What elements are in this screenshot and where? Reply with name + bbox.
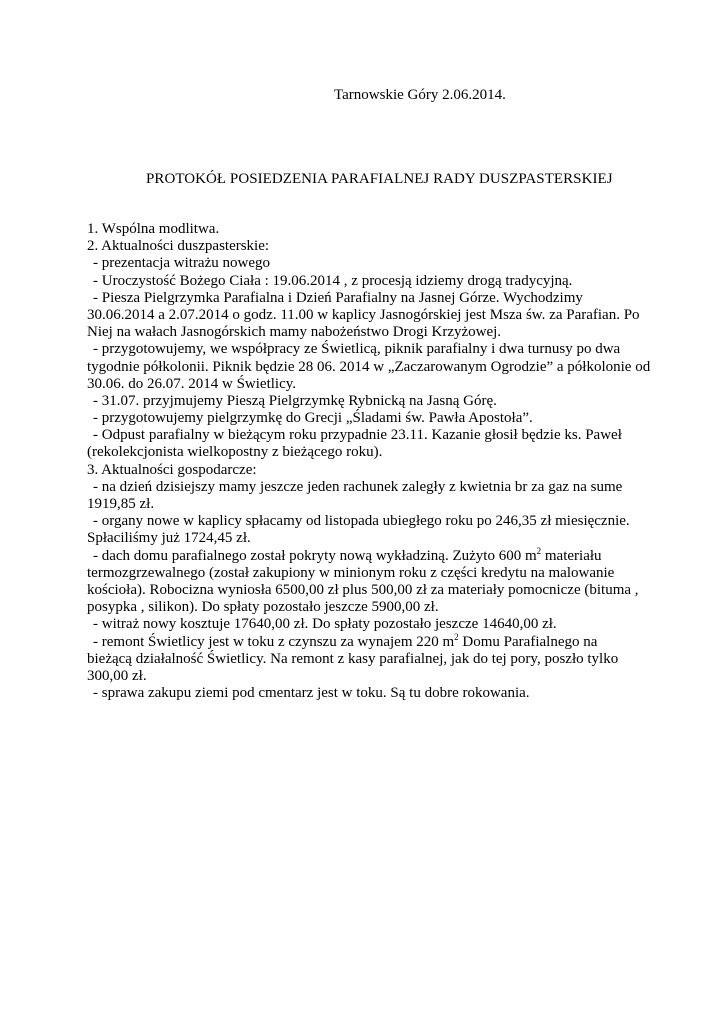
- economic-item-gas-bill-cont: 1919,85 zł.: [87, 496, 155, 512]
- economic-item-roof-cont-3: posypka , silikon). Do spłaty pozostało jeszcze 5900,00 zł.: [87, 599, 439, 616]
- document-title: PROTOKÓŁ POSIEDZENIA PARAFIALNEJ RADY DUSZPASTERSKIEJ: [146, 171, 613, 187]
- pastoral-item-parish-feast: - Odpust parafialny w bieżącym roku przypadnie 23.11. Kazanie głosił będzie ks. Paweł: [93, 427, 622, 444]
- pastoral-item-picnic-cont-1: tygodnie półkolonii. Piknik będzie 28 06. 2014 w „Zaczarowanym Ogrodzie” a półkolonie od: [87, 358, 651, 375]
- economic-item-gas-bill: - na dzień dzisiejszy mamy jeszcze jeden rachunek zaległy z kwietnia br za gaz na sume: [93, 478, 623, 495]
- pastoral-item-parish-feast-cont: (rekolekcjonista wielkopostny z bieżącego roku).: [87, 444, 383, 461]
- renovation-superscript: 2: [454, 631, 459, 642]
- economic-item-organ: - organy nowe w kaplicy spłacamy od listopada ubiegłego roku po 246,35 zł miesięcznie.: [93, 513, 630, 530]
- pastoral-item-rybnik-pilgrimage: - 31.07. przyjmujemy Pieszą Pielgrzymkę Rybnicką na Jasną Górę.: [93, 392, 497, 409]
- roof-text-a: - dach domu parafialnego został pokryty nową wykładziną. Zużyto 600 m: [93, 547, 537, 564]
- economic-item-stained-glass-cost: - witraż nowy kosztuje 17640,00 zł. Do spłaty pozostało jeszcze 14640,00 zł.: [93, 616, 557, 633]
- pastoral-item-corpus-christi: - Uroczystość Bożego Ciała : 19.06.2014 , z procesją idziemy drogą tradycyjną.: [93, 272, 573, 289]
- economic-item-renovation-cont-1: bieżącą działalność Świetlicy. Na remont z kasy parafialnej, jak do tej pory, poszło tylko: [87, 650, 619, 667]
- pastoral-item-pilgrimage: - Piesza Pielgrzymka Parafialna i Dzień Parafialny na Jasnej Górze. Wychodzimy: [93, 289, 583, 306]
- renovation-text-a: - remont Świetlicy jest w toku z czynszu za wynajem 220 m: [93, 633, 455, 650]
- economic-item-roof-cont-1: termozgrzewalnego (został zakupiony w minionym roku z części kredytu na malowanie: [87, 564, 615, 581]
- agenda-item-1: 1. Wspólna modlitwa.: [87, 221, 220, 237]
- roof-superscript: 2: [536, 545, 542, 556]
- pastoral-item-stained-glass: - prezentacja witrażu nowego: [93, 255, 270, 272]
- pastoral-item-pilgrimage-cont-1: 30.06.2014 a 2.07.2014 o godz. 11.00 w kaplicy Jasnogórskiej jest Msza św. za Parafian. Po: [87, 306, 640, 323]
- place-date: Tarnowskie Góry 2.06.2014.: [334, 87, 506, 103]
- agenda-item-3-heading: 3. Aktualności gospodarcze:: [87, 461, 257, 478]
- economic-item-cemetery: - sprawa zakupu ziemi pod cmentarz jest w toku. Są tu dobre rokowania.: [93, 685, 530, 702]
- economic-item-renovation: [87, 631, 647, 651]
- pastoral-item-picnic-cont-2: 30.06. do 26.07. 2014 w Świetlicy.: [87, 375, 297, 392]
- economic-item-roof: [87, 545, 647, 565]
- roof-text-b: materiału: [541, 547, 602, 564]
- renovation-text-b: Domu Parafialnego na: [458, 633, 598, 650]
- economic-item-organ-cont: Spłaciliśmy już 1724,45 zł.: [87, 530, 251, 547]
- pastoral-item-picnic: - przygotowujemy, we współpracy ze Świetlicą, piknik parafialny i dwa turnusy po dwa: [93, 341, 621, 358]
- agenda-item-2-heading: 2. Aktualności duszpasterskie:: [87, 238, 270, 255]
- pastoral-item-pilgrimage-cont-2: Niej na wałach Jasnogórskich mamy nabożeństwo Drogi Krzyżowej.: [87, 324, 502, 341]
- economic-item-roof-cont-2: kościoła). Robocizna wyniosła 6500,00 zł plus 500,00 zł za materiały pomocnicze (bituma ,: [87, 581, 639, 598]
- economic-item-renovation-cont-2: 300,00 zł.: [87, 667, 147, 684]
- document-body: [87, 221, 651, 702]
- pastoral-item-greece-pilgrimage: - przygotowujemy pielgrzymkę do Grecji „Śladami św. Pawła Apostoła”.: [93, 410, 533, 427]
